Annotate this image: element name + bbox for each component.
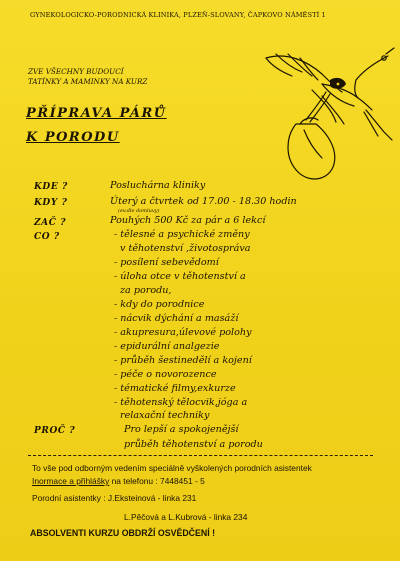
phone-text: na telefonu : 7448451 - 5 (109, 476, 205, 486)
content-line: - úloha otce v těhotenství a (114, 271, 246, 282)
footer-line-1: To vše pod odborným vedením speciálně vyškolených porodních asistentek (32, 463, 312, 473)
where-value: Posluchárna kliniky (110, 180, 206, 191)
cost-value: Pouhých 500 Kč za pár a 6 lekcí (110, 215, 266, 226)
clinic-header: GYNEKOLOGICKO-PORODNICKÁ KLINIKA, PLZEŇ-SLOVANY, ČAPKOVO NÁMĚSTÍ 1 (30, 11, 326, 19)
content-line: - epidurální analgezie (114, 341, 220, 352)
when-note: (ev.dle domluvy) (118, 208, 160, 214)
content-line: - péče o novorozence (114, 369, 217, 380)
content-line: - posílení sebevědomí (114, 257, 219, 268)
content-line: - akupresura,úlevové polohy (114, 327, 252, 338)
cost-label: ZAČ ? (34, 218, 67, 228)
content-line: za porodu, (120, 285, 172, 296)
content-line: v těhotenství ,životospráva (120, 243, 251, 254)
course-title-line-2: K PORODU (26, 130, 120, 145)
footer-line-2 (32, 476, 205, 486)
certificate-notice: ABSOLVENTI KURZU OBDRŽÍ OSVĚDČENÍ ! (30, 528, 216, 538)
why-label: PROČ ? (34, 426, 76, 436)
when-value: Úterý a čtvrtek od 17.00 - 18.30 hodin (110, 196, 297, 207)
content-line: - těhotenský tělocvik,jóga a (114, 397, 248, 408)
invitation-line-1: ZVE VŠECHNY BUDOUCÍ (28, 67, 124, 76)
why-answer-line: Pro lepší a spokojenější (124, 424, 239, 435)
invitation-line-2: TATÍNKY A MAMINKY NA KURZ (28, 77, 148, 86)
course-title-line-1: PŘÍPRAVA PÁRŮ (26, 106, 167, 121)
content-line: - kdy do porodnice (114, 299, 205, 310)
assistants-line: Porodní asistentky : J.Eksteinová - linka 231 (32, 493, 197, 503)
divider-rule (28, 455, 373, 456)
content-line: - nácvik dýchání a masáží (114, 313, 239, 324)
content-line: - tělesné a psychické změny (114, 229, 250, 240)
assistants-more: L.Pěčová a L.Kubrová - linka 234 (124, 512, 248, 522)
stork-illustration (226, 40, 396, 200)
content-line: - tématické filmy,exkurze (114, 383, 236, 394)
why-answer-line: průběh těhotenství a porodu (124, 439, 263, 450)
invitation-text (28, 67, 147, 87)
content-line: relaxační techniky (120, 410, 210, 421)
when-label: KDY ? (34, 198, 68, 208)
content-label: CO ? (34, 232, 60, 242)
info-signup-text: Inormace a přihlášky (32, 476, 110, 486)
where-label: KDE ? (34, 182, 68, 192)
content-line: - průběh šestinedělí a kojení (114, 355, 252, 366)
